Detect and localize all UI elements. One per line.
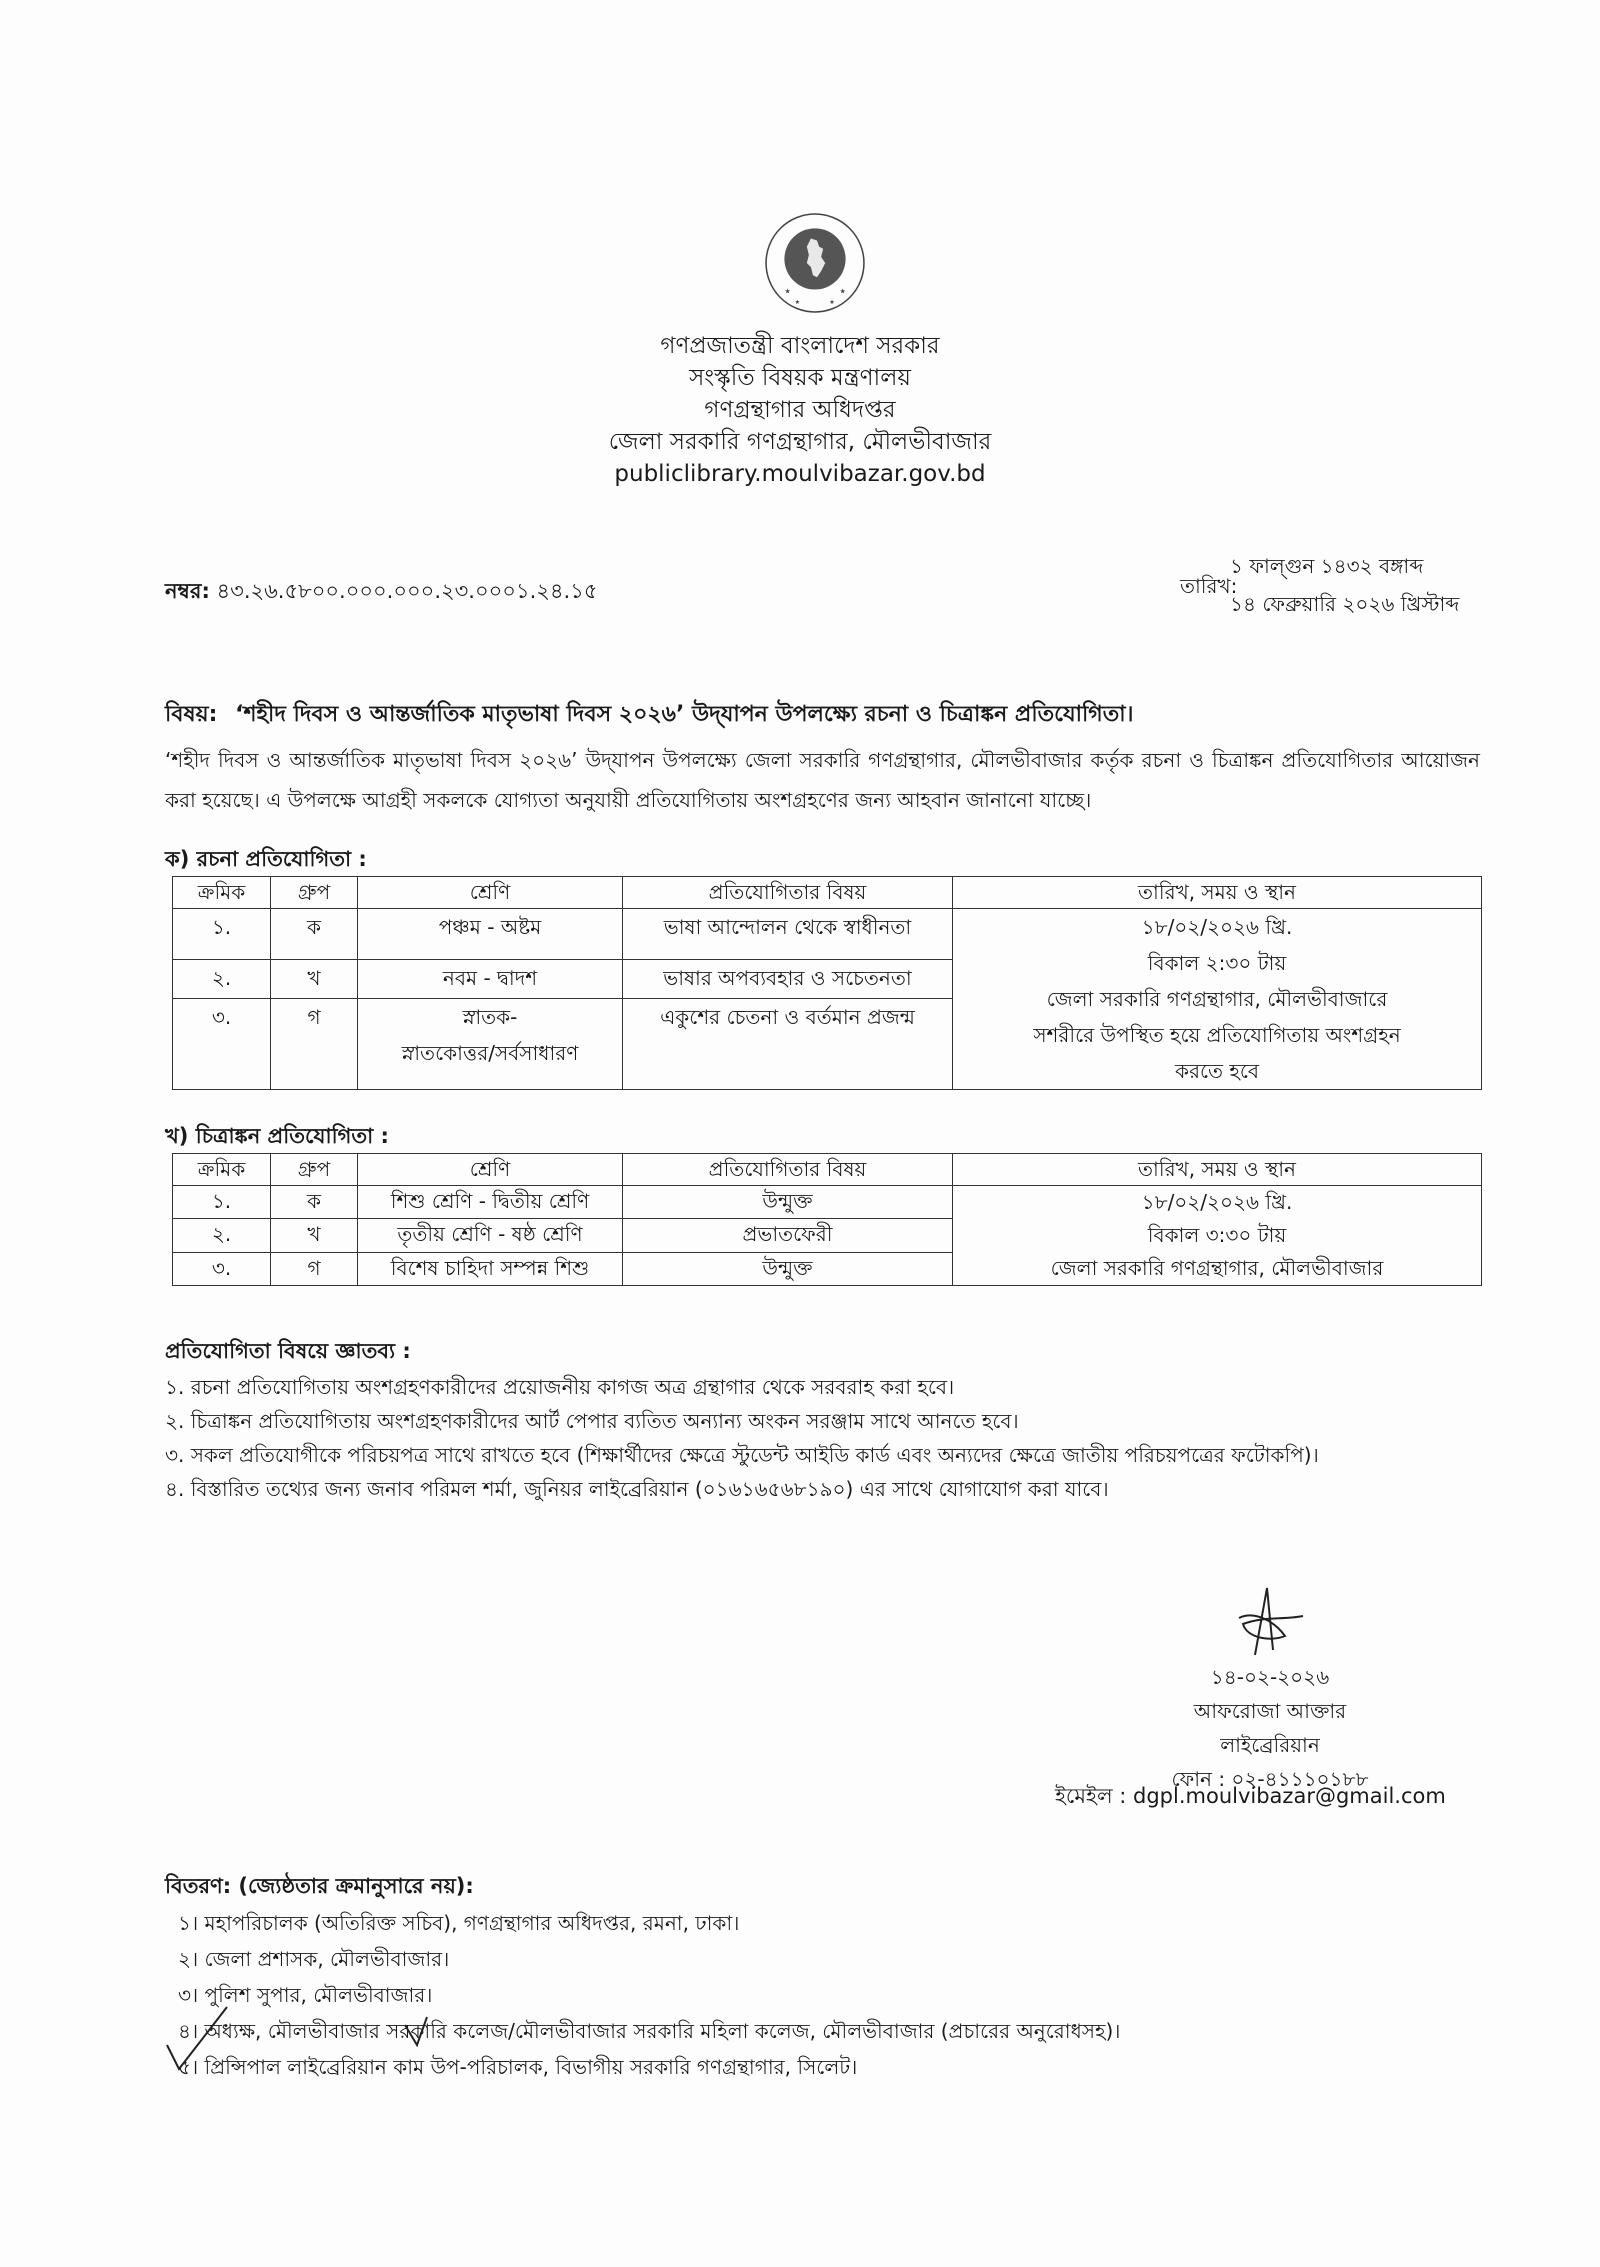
date-bangla: ১ ফাল্গুন ১৪৩২ বঙ্গাব্দ — [1230, 554, 1424, 578]
schedule-note: সশরীরে উপস্থিত হয়ে প্রতিযোগিতায় অংশগ্রহন — [1033, 1023, 1401, 1047]
cell-serial: ১. — [173, 909, 271, 960]
header-website[interactable]: publiclibrary.moulvibazar.gov.bd — [614, 461, 986, 487]
cell-serial: ৩. — [173, 999, 271, 1090]
cell-serial: ৩. — [173, 1252, 271, 1285]
cell-group: ক — [271, 909, 358, 960]
note-item: ২. চিত্রাঙ্কন প্রতিযোগিতায় অংশগ্রহণকারীদের আর্ট পেপার ব্যতিত অন্যান্য অংকন সরঞ্জাম সাথে আনতে হবে। — [165, 1409, 1019, 1433]
cell-topic: একুশের চেতনা ও বর্তমান প্রজন্ম — [623, 999, 953, 1090]
cell-group: গ — [271, 999, 358, 1090]
essay-section-title: ক) রচনা প্রতিযোগিতা : — [165, 847, 367, 871]
cell-serial: ২. — [173, 1219, 271, 1252]
notes-title: প্রতিযোগিতা বিষয়ে জ্ঞাতব্য : — [165, 1339, 411, 1363]
col-serial: ক্রমিক — [173, 1154, 271, 1186]
cell-group: খ — [271, 1219, 358, 1252]
date-gregorian: ১৪ ফেব্রুয়ারি ২০২৬ খ্রিস্টাব্দ — [1230, 592, 1460, 616]
col-serial: ক্রমিক — [173, 877, 271, 909]
notes-list — [165, 1370, 1319, 1506]
col-group: গ্রুপ — [271, 1154, 358, 1186]
cell-class: বিশেষ চাহিদা সম্পন্ন শিশু — [358, 1252, 623, 1285]
header-office: জেলা সরকারি গণগ্রন্থাগার, মৌলভীবাজার — [608, 429, 992, 455]
svg-text:★: ★ — [784, 286, 791, 296]
cell-topic: ভাষা আন্দোলন থেকে স্বাধীনতা — [623, 909, 953, 960]
cell-topic: উন্মুক্ত — [623, 1252, 953, 1285]
government-seal-icon — [764, 212, 866, 314]
cell-topic: ভাষার অপব্যবহার ও সচেতনতা — [623, 960, 953, 999]
col-class: শ্রেণি — [358, 877, 623, 909]
cell-schedule — [953, 1186, 1482, 1286]
col-topic: প্রতিযোগিতার বিষয় — [623, 1154, 953, 1186]
svg-text:★: ★ — [794, 298, 801, 306]
cell-serial: ১. — [173, 1186, 271, 1219]
memo-number — [165, 575, 597, 610]
subject-text: ‘শহীদ দিবস ও আন্তর্জাতিক মাতৃভাষা দিবস ২০২৬’ উদ্‌যাপন উপলক্ষ্যে রচনা ও চিত্রাঙ্কন প্রতিযোগিতা। — [235, 702, 1134, 727]
table-header-row — [173, 1154, 1482, 1186]
header-ministry: সংস্কৃতি বিষয়ক মন্ত্রণালয় — [689, 365, 911, 391]
schedule-date: ১৮/০২/২০২৬ খ্রি. — [1141, 915, 1293, 939]
distribution-item: ১। মহাপরিচালক (অতিরিক্ত সচিব), গণগ্রন্থাগার অধিদপ্তর, রমনা, ঢাকা। — [178, 1911, 740, 1935]
cell-class: তৃতীয় শ্রেণি - ষষ্ঠ শ্রেণি — [358, 1219, 623, 1252]
note-item: ১. রচনা প্রতিযোগিতায় অংশগ্রহণকারীদের প্রয়োজনীয় কাগজ অত্র গ্রন্থাগার থেকে সরবরাহ করা হবে। — [165, 1375, 955, 1399]
cell-class-line2: স্নাতকোত্তর/সর্বসাধারণ — [401, 1041, 579, 1066]
drawing-table — [172, 1153, 1482, 1286]
signatory-designation: লাইব্রেরিয়ান — [1220, 1733, 1320, 1757]
schedule-time: বিকাল ৩:৩০ টায় — [1147, 1223, 1287, 1247]
note-item: ৩. সকল প্রতিযোগীকে পরিচয়পত্র সাথে রাখতে হবে (শিক্ষার্থীদের ক্ষেত্রে স্টুডেন্ট আইডি কার্ড এবং অন্যদের ক্ষেত্রে জাতীয় পরিচয়পত্রের ফটোকপি)। — [165, 1443, 1319, 1467]
col-schedule: তারিখ, সময় ও স্থান — [953, 1154, 1482, 1186]
cell-topic: উন্মুক্ত — [623, 1186, 953, 1219]
signature-icon — [1225, 1580, 1315, 1660]
essay-table — [172, 876, 1482, 1090]
schedule-date: ১৮/০২/২০২৬ খ্রি. — [1141, 1190, 1293, 1214]
signature-date: ১৪-০২-২০২৬ — [1210, 1665, 1330, 1689]
header-government: গণপ্রজাতন্ত্রী বাংলাদেশ সরকার — [660, 333, 940, 359]
header-directorate: গণগ্রন্থাগার অধিদপ্তর — [704, 397, 896, 423]
cell-class — [358, 999, 623, 1090]
signatory-phone: ফোন : ০২-৪১১১০১৮৮ — [1171, 1767, 1369, 1791]
handwritten-checkmark-icon — [165, 2005, 485, 2075]
memo-number-value: ৪৩.২৬.৫৮০০.০০০.০০০.২৩.০০০১.২৪.১৫ — [216, 579, 598, 603]
distribution-item: ৩। পুলিশ সুপার, মৌলভীবাজার। — [178, 1983, 433, 2007]
schedule-note-cont: করতে হবে — [1174, 1059, 1260, 1083]
distribution-item: ৪। অধ্যক্ষ, মৌলভীবাজার সরকারি কলেজ/মৌলভীবাজার সরকারি মহিলা কলেজ, মৌলভীবাজার (প্রচারের অনুরোধসহ)। — [178, 2019, 1121, 2043]
drawing-section-title: খ) চিত্রাঙ্কন প্রতিযোগিতা : — [165, 1124, 389, 1148]
distribution-item: ৫। প্রিন্সিপাল লাইব্রেরিয়ান কাম উপ-পরিচালক, বিভাগীয় সরকারি গণগ্রন্থাগার, সিলেট। — [178, 2055, 858, 2079]
cell-topic: প্রভাতফেরী — [623, 1219, 953, 1252]
schedule-place: জেলা সরকারি গণগ্রন্থাগার, মৌলভীবাজারে — [1046, 987, 1388, 1011]
subject-line — [165, 697, 1133, 734]
subject-label: বিষয়: — [165, 702, 218, 727]
cell-class: শিশু শ্রেণি - দ্বিতীয় শ্রেণি — [358, 1186, 623, 1219]
memo-number-label: নম্বর: — [165, 579, 210, 603]
signatory-name: আফরোজা আক্তার — [1193, 1699, 1347, 1723]
date-label: তারিখ: — [1180, 574, 1238, 598]
schedule-time: বিকাল ২:৩০ টায় — [1147, 951, 1287, 975]
col-class: শ্রেণি — [358, 1154, 623, 1186]
distribution-item: ২। জেলা প্রশাসক, মৌলভীবাজার। — [178, 1947, 450, 1971]
col-topic: প্রতিযোগিতার বিষয় — [623, 877, 953, 909]
table-row — [173, 909, 1482, 960]
cell-group: খ — [271, 960, 358, 999]
cell-group: গ — [271, 1252, 358, 1285]
note-item: ৪. বিস্তারিত তথ্যের জন্য জনাব পরিমল শর্মা, জুনিয়র লাইব্রেরিয়ান (০১৬১৬৫৬৮১৯০) এর সাথে যোগাযোগ করা যাবে। — [165, 1477, 1109, 1501]
col-group: গ্রুপ — [271, 877, 358, 909]
cell-group: ক — [271, 1186, 358, 1219]
svg-text:★: ★ — [829, 298, 835, 306]
cell-class-line1: স্নাতক- — [462, 1005, 518, 1030]
signatory-email[interactable]: ইমেইল : dgpl.moulvibazar@gmail.com — [1055, 1784, 1446, 1808]
table-row — [173, 1186, 1482, 1219]
col-schedule: তারিখ, সময় ও স্থান — [953, 877, 1482, 909]
header-block — [0, 330, 1600, 490]
signature-block — [1040, 1580, 1500, 1796]
table-header-row — [173, 877, 1482, 909]
cell-class: পঞ্চম - অষ্টম — [358, 909, 623, 960]
intro-paragraph: ‘শহীদ দিবস ও আন্তর্জাতিক মাতৃভাষা দিবস ২০২৬’ উদ্‌যাপন উপলক্ষ্যে জেলা সরকারি গণগ্রন্থাগার, মৌলভীবাজার কর্তৃক রচনা ও চিত্রাঙ্কন প্রতিযোগিতার আয়োজন করা হয়েছে। এ উপলক্ষে আগ্রহী সকলকে যোগ্যতা অনুযায়ী প্রতিযোগিতায় অংশগ্রহণের জন্য আহবান জানানো যাচ্ছে। — [165, 748, 1480, 812]
schedule-place: জেলা সরকারি গণগ্রন্থাগার, মৌলভীবাজার — [1050, 1256, 1384, 1280]
cell-schedule — [953, 909, 1482, 1090]
distribution-title: বিতরণ: (জ্যেষ্ঠতার ক্রমানুসারে নয়): — [165, 1874, 474, 1898]
svg-text:★: ★ — [839, 286, 846, 296]
cell-serial: ২. — [173, 960, 271, 999]
cell-class: নবম - দ্বাদশ — [358, 960, 623, 999]
memo-date — [1125, 552, 1495, 622]
